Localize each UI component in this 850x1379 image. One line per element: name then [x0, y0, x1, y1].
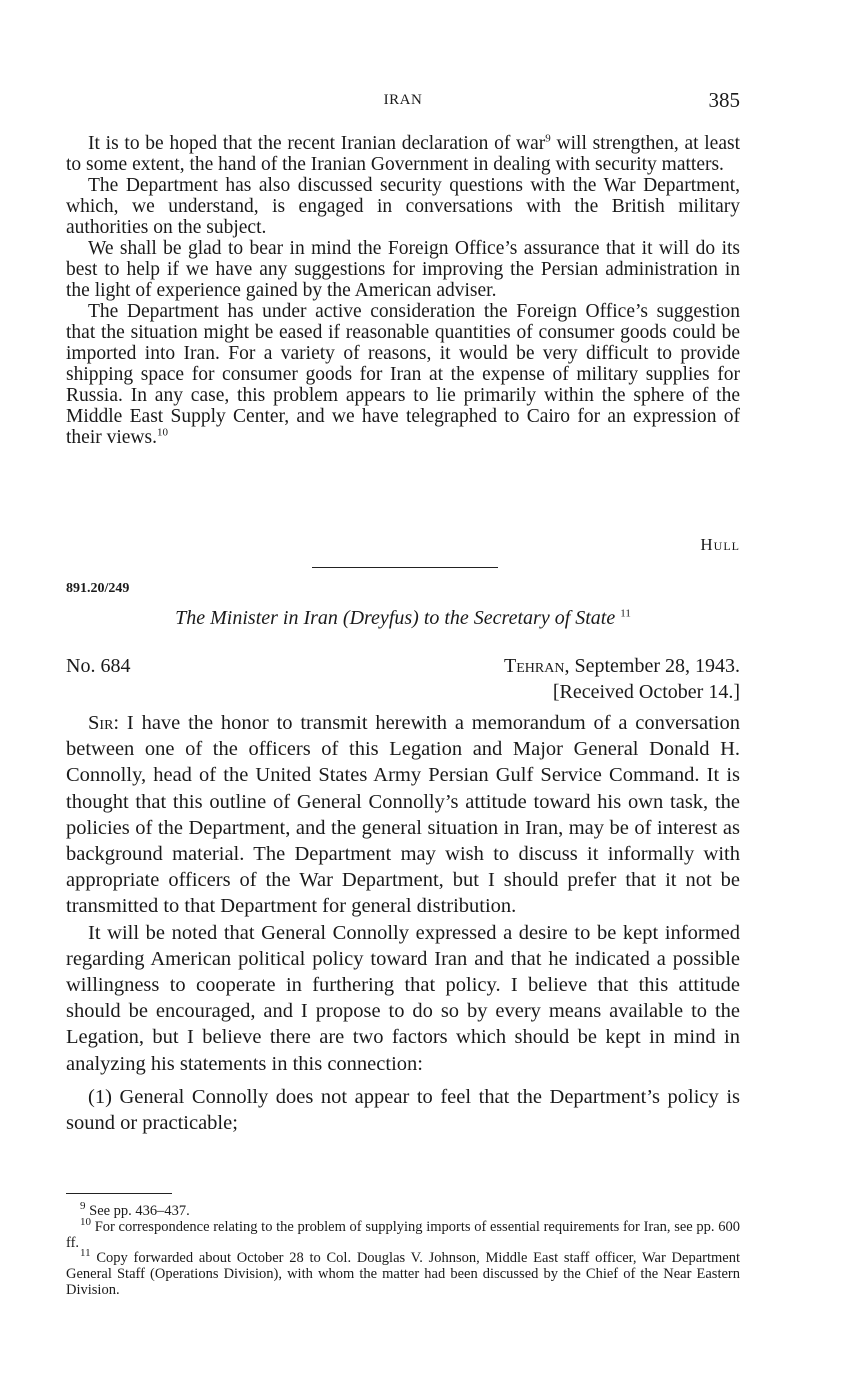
file-number: 891.20/249 — [66, 581, 130, 596]
section-divider — [312, 567, 498, 568]
place: Tehran — [504, 655, 565, 677]
document-number: No. 684 — [66, 655, 131, 677]
paragraph: It is to be hoped that the recent Iranian declaration of war$^9$ will strengthen, at least to some extent, the hand of the Iranian Government in dealing with security matters. — [66, 132, 740, 175]
page-header — [66, 88, 740, 114]
dateline — [504, 655, 740, 678]
salutation: Sir: — [88, 712, 120, 734]
paragraph: It will be noted that General Connolly expressed a desire to be kept informed regarding American political policy toward Iran and that he indicated a possible willingness to cooperate in furthering that policy. I believe that this attitude should be encouraged, and I propose to do so by every means available to the Legation, but I believe there are two factors which should be kept in mind in analyzing his statements in this connection: — [66, 921, 740, 1075]
footnote-ref: 10 — [156, 426, 168, 439]
date: , September 28, 1943. — [564, 655, 740, 677]
footnote-ref: 11 — [620, 607, 631, 620]
document-title: The Minister in Iran (Dreyfus) to the Secretary of State $^{11}$ — [175, 607, 631, 629]
paragraph: The Department has also discussed security questions with the War Department, which, we understand, is engaged in conversations with the British military authorities on the subject. — [66, 175, 740, 238]
received-note: [Received October 14.] — [552, 681, 740, 703]
footnotes — [66, 1200, 740, 1299]
letter-body — [66, 710, 740, 1136]
footnote: $^9$ See pp. 436–437. — [80, 1200, 190, 1219]
page-number: 385 — [708, 88, 740, 112]
footnote-ref: 9 — [545, 132, 551, 145]
paragraph: We shall be glad to bear in mind the Foreign Office’s assurance that it will do its best to help if we have any suggestions for improving the Persian administration in the light of experience gained by the American adviser. — [66, 238, 740, 301]
paragraph: (1) General Connolly does not appear to feel that the Department’s policy is sound or practicable; — [66, 1085, 740, 1135]
upper-text — [66, 133, 740, 448]
footnote: $^{11}$ Copy forwarded about October 28 to Col. Douglas V. Johnson, Middle East staff officer, War Department General Staff (Operations Division), with whom the matter had been discussed by the Chief of the Near Eastern Division. — [66, 1247, 740, 1298]
paragraph: The Department has under active consideration the Foreign Office’s suggestion that the situation might be eased if reasonable quantities of consumer goods could be imported into Iran. For a variety of reasons, it would be very difficult to provide shipping space for consumer goods for Iran at the expense of military supplies for Russia. In any case, this problem appears to lie primarily within the sphere of the Middle East Supply Center, and we have telegraphed to Cairo for an expression of their views.$^{10}$ — [66, 301, 740, 448]
signature: Hull — [700, 535, 740, 554]
running-head: IRAN — [383, 92, 423, 108]
footnote: $^{10}$ For correspondence relating to the problem of supplying imports of essential requirements for Iran, see pp. 600 ff. — [66, 1215, 740, 1251]
paragraph: Sir: I have the honor to transmit herewith a memorandum of a conversation between one of the officers of this Legation and Major General Donald H. Connolly, head of the United States Army Persian Gulf Service Command. It is thought that this outline of General Connolly’s attitude toward his own task, the policies of the Department, and the general situation in Iran, may be of interest as background material. The Department may wish to discuss it informally with appropriate officers of the War Department, but I should prefer that it not be transmitted to that Department for general distribution. — [66, 712, 740, 918]
footnote-divider — [66, 1193, 172, 1194]
